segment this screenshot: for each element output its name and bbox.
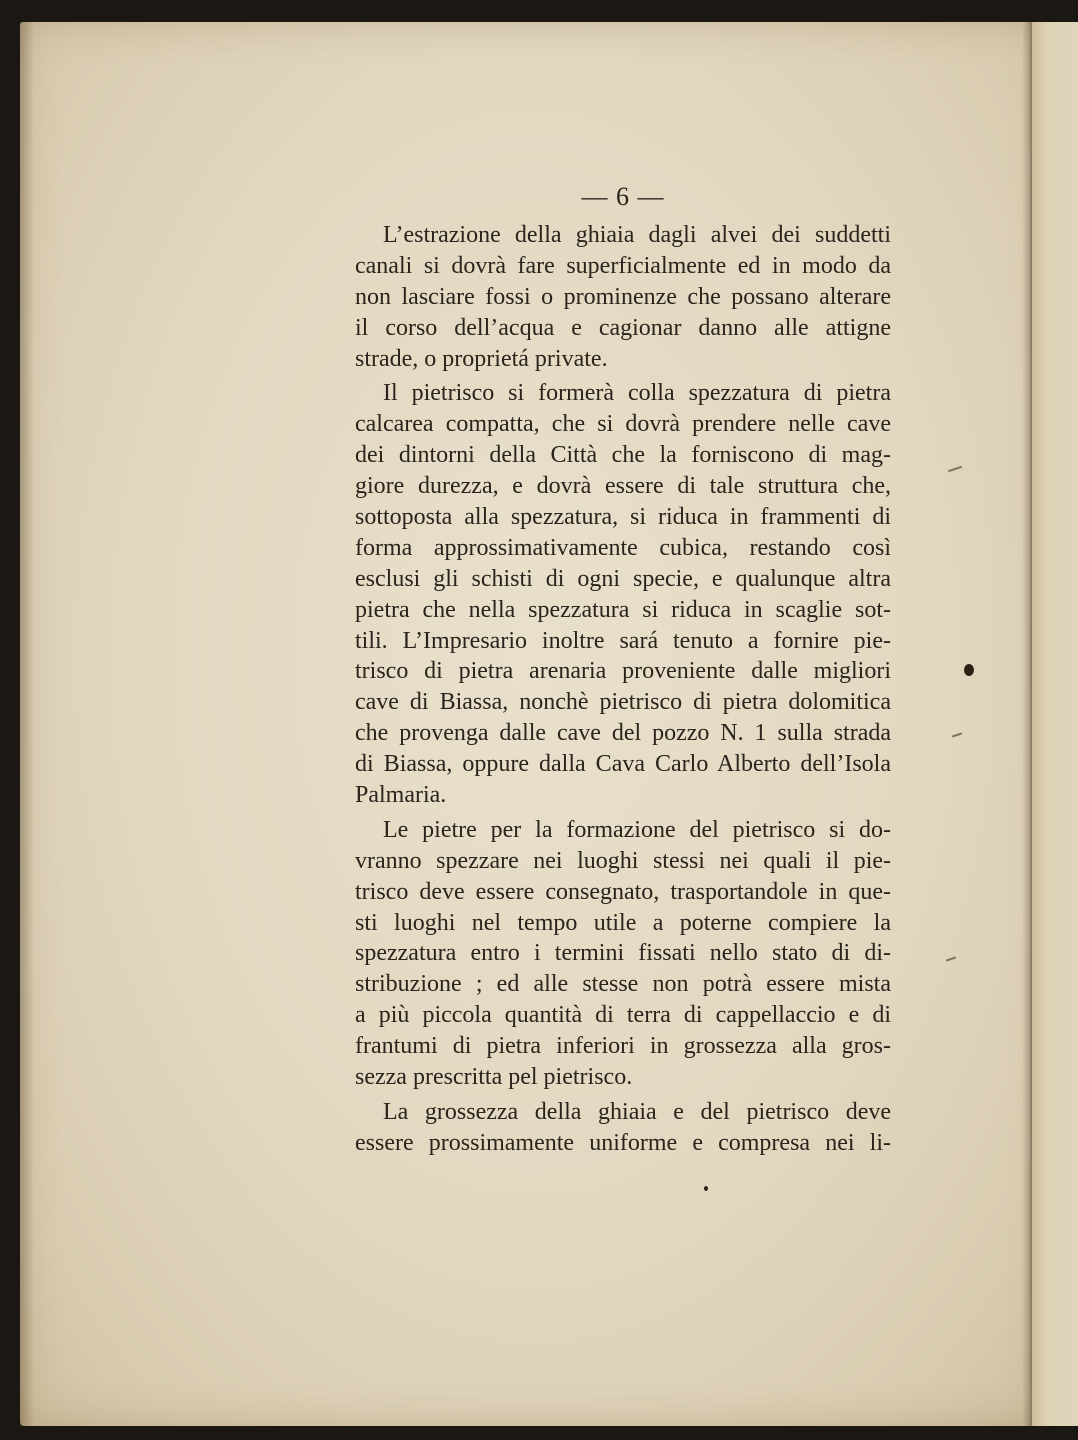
paragraph-1 xyxy=(355,220,891,374)
text-line: tili. L’Impresario inoltre sará tenuto a fornire pie- xyxy=(355,627,891,654)
text-line: sezza prescritta pel pietrisco. xyxy=(355,1064,633,1091)
text-line: trisco deve essere consegnato, trasportandole in que- xyxy=(355,878,891,905)
text-line: strade, o proprietá private. xyxy=(355,345,608,372)
text-line: di Biassa, oppure dalla Cava Carlo Alberto dell’Isola xyxy=(355,751,891,778)
page-left-edge-shadow xyxy=(20,22,34,1426)
text-line: esclusi gli schisti di ogni specie, e qualunque altra xyxy=(355,565,891,592)
text-line: Le pietre per la formazione del pietrisco si do- xyxy=(383,816,891,843)
text-line: trisco di pietra arenaria proveniente dalle migliori xyxy=(355,658,891,685)
text-line: dei dintorni della Città che la forniscono di mag- xyxy=(355,442,891,469)
text-line: pietra che nella spezzatura si riduca in scaglie sot- xyxy=(355,596,891,623)
text-line: spezzatura entro i termini fissati nello stato di di- xyxy=(355,940,891,967)
text-line: cave di Biassa, nonchè pietrisco di pietra dolomitica xyxy=(355,689,891,716)
text-line: forma approssimativamente cubica, restando così xyxy=(355,534,891,561)
text-line: Palmaria. xyxy=(355,782,447,809)
text-line: sottoposta alla spezzatura, si riduca in frammenti di xyxy=(355,504,891,531)
paragraph-2 xyxy=(355,378,891,810)
text-line: L’estrazione della ghiaia dagli alvei dei suddetti xyxy=(383,222,891,248)
text-line: frantumi di pietra inferiori in grossezza alla gros- xyxy=(355,1033,891,1060)
ink-spot xyxy=(964,664,974,676)
text-line: calcarea compatta, che si dovrà prendere nelle cave xyxy=(355,411,891,438)
paragraph-3 xyxy=(355,815,891,1093)
ink-spot xyxy=(704,1186,708,1191)
page-number: — 6 — xyxy=(581,182,665,211)
text-line: sti luoghi nel tempo utile a poterne compiere la xyxy=(355,909,891,936)
page-text xyxy=(355,180,891,1163)
text-line: giore durezza, e dovrà essere di tale struttura che, xyxy=(355,473,891,500)
text-line: non lasciare fossi o prominenze che possano alterare xyxy=(355,283,891,310)
text-line: Il pietrisco si formerà colla spezzatura di pietra xyxy=(383,380,891,407)
text-line: stribuzione ; ed alle stesse non potrà essere mista xyxy=(355,971,891,998)
text-line: canali si dovrà fare superficialmente ed in modo da xyxy=(355,252,891,279)
text-line: essere prossimamente uniforme e compresa nei li- xyxy=(355,1129,891,1156)
text-line: a più piccola quantità di terra di cappellaccio e di xyxy=(355,1002,891,1029)
next-page-edge xyxy=(1030,22,1078,1426)
text-line: vranno spezzare nei luoghi stessi nei quali il pie- xyxy=(355,847,891,874)
text-line: che provenga dalle cave del pozzo N. 1 sulla strada xyxy=(355,720,891,747)
text-line: il corso dell’acqua e cagionar danno alle attigne xyxy=(355,314,891,341)
text-line: La grossezza della ghiaia e del pietrisco deve xyxy=(383,1098,891,1125)
paragraph-4 xyxy=(355,1097,891,1159)
